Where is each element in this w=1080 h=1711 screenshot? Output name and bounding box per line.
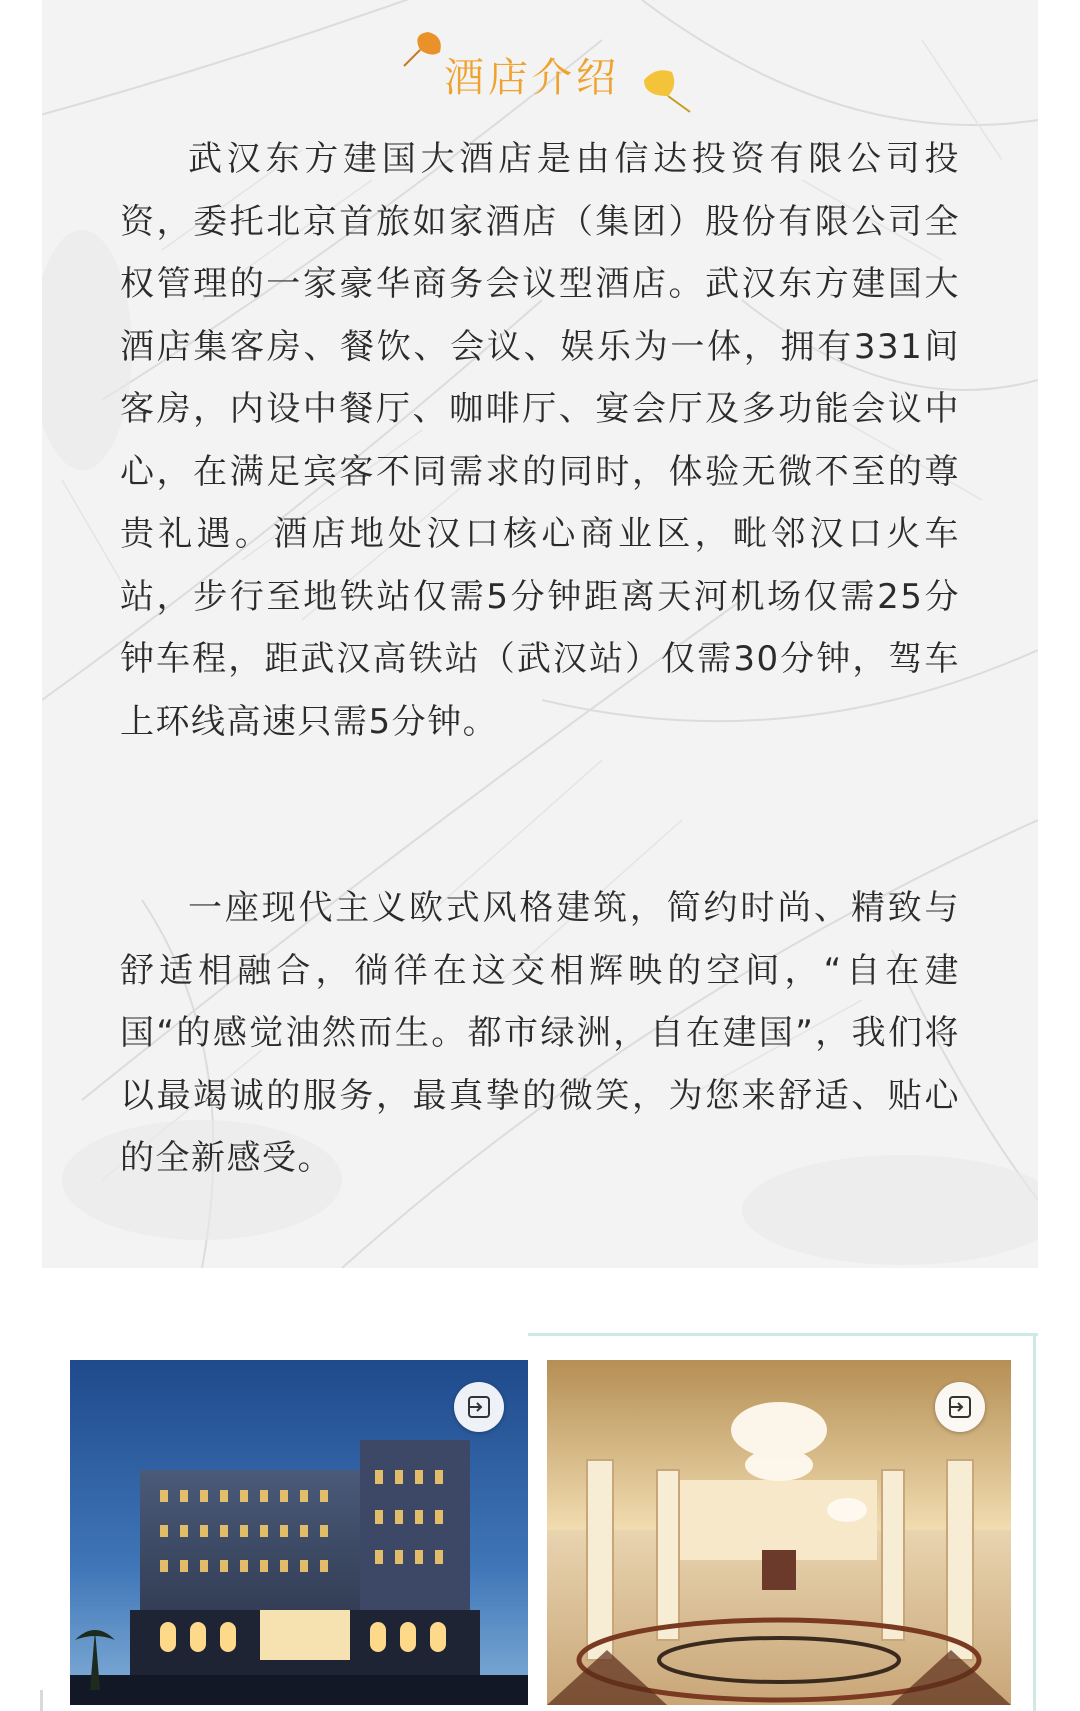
hotel-lobby-photo[interactable]: [547, 1360, 1011, 1705]
hotel-intro-card: [42, 0, 1038, 1268]
hotel-exterior-photo[interactable]: [70, 1360, 528, 1705]
expand-icon: [465, 1393, 493, 1421]
frame-divider: [40, 1690, 43, 1711]
ginkgo-leaf-icon: [638, 66, 694, 114]
expand-photo-button[interactable]: [454, 1382, 504, 1432]
intro-paragraph: 武汉东方建国大酒店是由信达投资有限公司投资，委托北京首旅如家酒店（集团）股份有限公司全权管理的一家豪华商务会议型酒店。武汉东方建国大酒店集客房、餐饮、会议、娱乐为一体，拥有331间客房，内设中餐厅、咖啡厅、宴会厅及多功能会议中心，在满足宾客不同需求的同时，体验无微不至的尊贵礼遇。酒店地处汉口核心商业区，毗邻汉口火车站，步行至地铁站仅需5分钟距离天河机场仅需25分钟车程，距武汉高铁站（武汉站）仅需30分钟，驾车上环线高速只需5分钟。: [120, 139, 960, 742]
expand-photo-button[interactable]: [935, 1382, 985, 1432]
frame-divider: [1033, 1333, 1036, 1711]
section-title-row: [42, 30, 1038, 110]
frame-divider: [528, 1333, 1038, 1336]
intro-paragraph: 一座现代主义欧式风格建筑，简约时尚、精致与舒适相融合，徜徉在这交相辉映的空间，“自在建国“的感觉油然而生。都市绿洲，自在建国”，我们将以最竭诚的服务，最真挚的微笑，为您来舒适、贴心的全新感受。: [120, 888, 960, 1178]
ginkgo-leaf-icon: [398, 30, 448, 70]
expand-icon: [946, 1393, 974, 1421]
section-title: 酒店介绍: [444, 55, 620, 101]
